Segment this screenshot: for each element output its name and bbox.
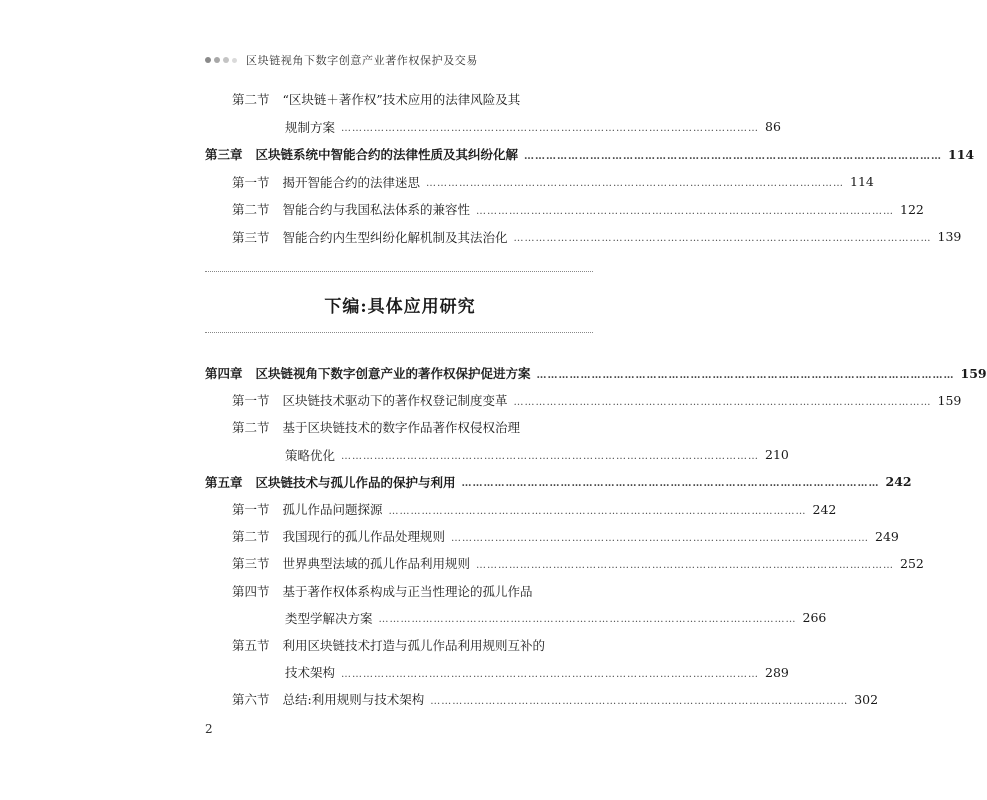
toc-entry-label: 第一节 [232,502,270,517]
toc-entry-label: 第三章 [205,147,243,162]
toc-entry-label: 第五节 [232,638,270,653]
toc-entry-page: 210 [765,447,789,463]
header-title: 区块链视角下数字创意产业著作权保护及交易 [246,54,478,67]
toc-entry-page: 289 [765,664,789,680]
toc-entry-title: 我国现行的孤儿作品处理规则 [282,529,446,545]
toc-entry-label: 第二节 [232,529,270,545]
toc-entry-label: 第三节 [232,229,270,245]
toc-dot-leader: …………………………………………………………………………………………………… [341,451,760,463]
toc-entry-page: 302 [854,691,879,707]
toc-dot-leader: …………………………………………………………………………………………………… [476,559,895,571]
page-number: 2 [205,722,213,736]
toc-entry-label: 第六节 [232,692,270,708]
toc-dot-leader: …………………………………………………………………………………………………… [426,178,845,189]
toc-entry-title: 利用区块链技术打造与孤儿作品利用规则互补的 [282,638,546,653]
toc-entry-label: 第二节 [232,202,270,217]
toc-entry-page: 242 [885,474,912,490]
toc-entry-title: 类型学解决方案 [285,610,373,626]
toc-section-entry[interactable] [205,500,837,518]
toc-entry-title: 世界典型法域的孤儿作品利用规则 [282,556,471,572]
toc-dot-leader: …………………………………………………………………………………………………… [451,532,870,544]
toc-dot-leader: …………………………………………………………………………………………………… [476,205,895,217]
toc-entry-label: 第五章 [205,474,243,490]
toc-section-entry[interactable] [205,690,879,708]
toc-section-entry[interactable] [205,663,789,681]
toc-entry-page: 114 [850,174,874,189]
toc-entry-page: 159 [937,392,962,408]
toc-entry-title: 区块链技术与孤儿作品的保护与利用 [255,474,456,490]
toc-entry-page: 249 [875,528,899,544]
toc-entry-page: 242 [812,501,837,517]
toc-dot-leader: …………………………………………………………………………………………………… [341,668,760,680]
toc-section-entry[interactable] [205,418,593,436]
toc-section-entry[interactable] [205,446,789,464]
toc-entry-title: 总结:利用规则与技术架构 [282,692,425,708]
toc-section-entry[interactable] [205,582,593,600]
toc-dot-leader: …………………………………………………………………………………………………… [388,505,807,517]
toc-entry-title: 孤儿作品问题探源 [282,502,383,517]
toc-entry-page: 139 [937,229,962,244]
toc-entry-label: 第二节 [232,420,270,436]
toc-entry-title: 区块链视角下数字创意产业的著作权保护促进方案 [255,366,531,381]
toc-dot-leader: …………………………………………………………………………………………………… [430,695,849,707]
toc-entry-page: 114 [948,146,975,162]
toc-entry-title: 区块链系统中智能合约的法律性质及其纠纷化解 [255,147,519,162]
toc-entry-title: 智能合约内生型纠纷化解机制及其法治化 [282,229,508,245]
toc-entry-title: 策略优化 [285,447,336,463]
toc-dot-leader: …………………………………………………………………………………………………… [461,478,880,490]
toc-dot-leader: …………………………………………………………………………………………………… [378,614,797,626]
toc-entry-title: 规制方案 [285,119,336,135]
toc-dot-leader: …………………………………………………………………………………………………… [513,396,932,408]
toc-entry-page: 252 [900,555,924,571]
toc-section-entry[interactable] [205,527,899,545]
toc-section-entry[interactable] [205,609,827,627]
toc-entry-title: 区块链技术驱动下的著作权登记制度变革 [282,393,508,409]
toc-section-entry[interactable] [205,554,924,572]
toc-entry-label: 第四章 [205,366,243,381]
toc-entry-page: 122 [900,201,924,217]
toc-entry-page: 266 [802,610,827,626]
toc-entry-page: 159 [960,365,987,381]
toc-entry-label: 第二节 [232,92,270,107]
toc-dot-leader: …………………………………………………………………………………………………… [513,233,932,244]
toc-entry-page: 86 [765,119,781,134]
toc-entry-title: 技术架构 [285,665,336,681]
toc-entry-label: 第四节 [232,583,270,599]
toc-section-entry[interactable] [205,636,593,654]
toc-chapter-entry[interactable] [205,473,912,491]
toc-entry-title: 基于区块链技术的数字作品著作权侵权治理 [282,420,521,436]
toc-entry-title: 揭开智能合约的法律迷思 [282,174,421,190]
toc-entry-label: 第一节 [232,393,270,409]
toc-chapter-entry[interactable] [205,364,987,382]
toc-entry-title: 基于著作权体系构成与正当性理论的孤儿作品 [282,583,533,599]
part-title: 下编:具体应用研究 [324,297,476,317]
toc-entry-label: 第三节 [232,556,270,572]
toc-entry-title: “区块链＋著作权”技术应用的法律风险及其 [282,92,521,107]
toc-entry-title: 智能合约与我国私法体系的兼容性 [282,202,471,217]
toc-dot-leader: …………………………………………………………………………………………………… [536,369,955,381]
toc-dot-leader: …………………………………………………………………………………………………… [524,150,943,162]
toc-dot-leader: …………………………………………………………………………………………………… [341,123,760,134]
toc-section-entry[interactable] [205,391,962,409]
toc-entry-label: 第一节 [232,174,270,190]
